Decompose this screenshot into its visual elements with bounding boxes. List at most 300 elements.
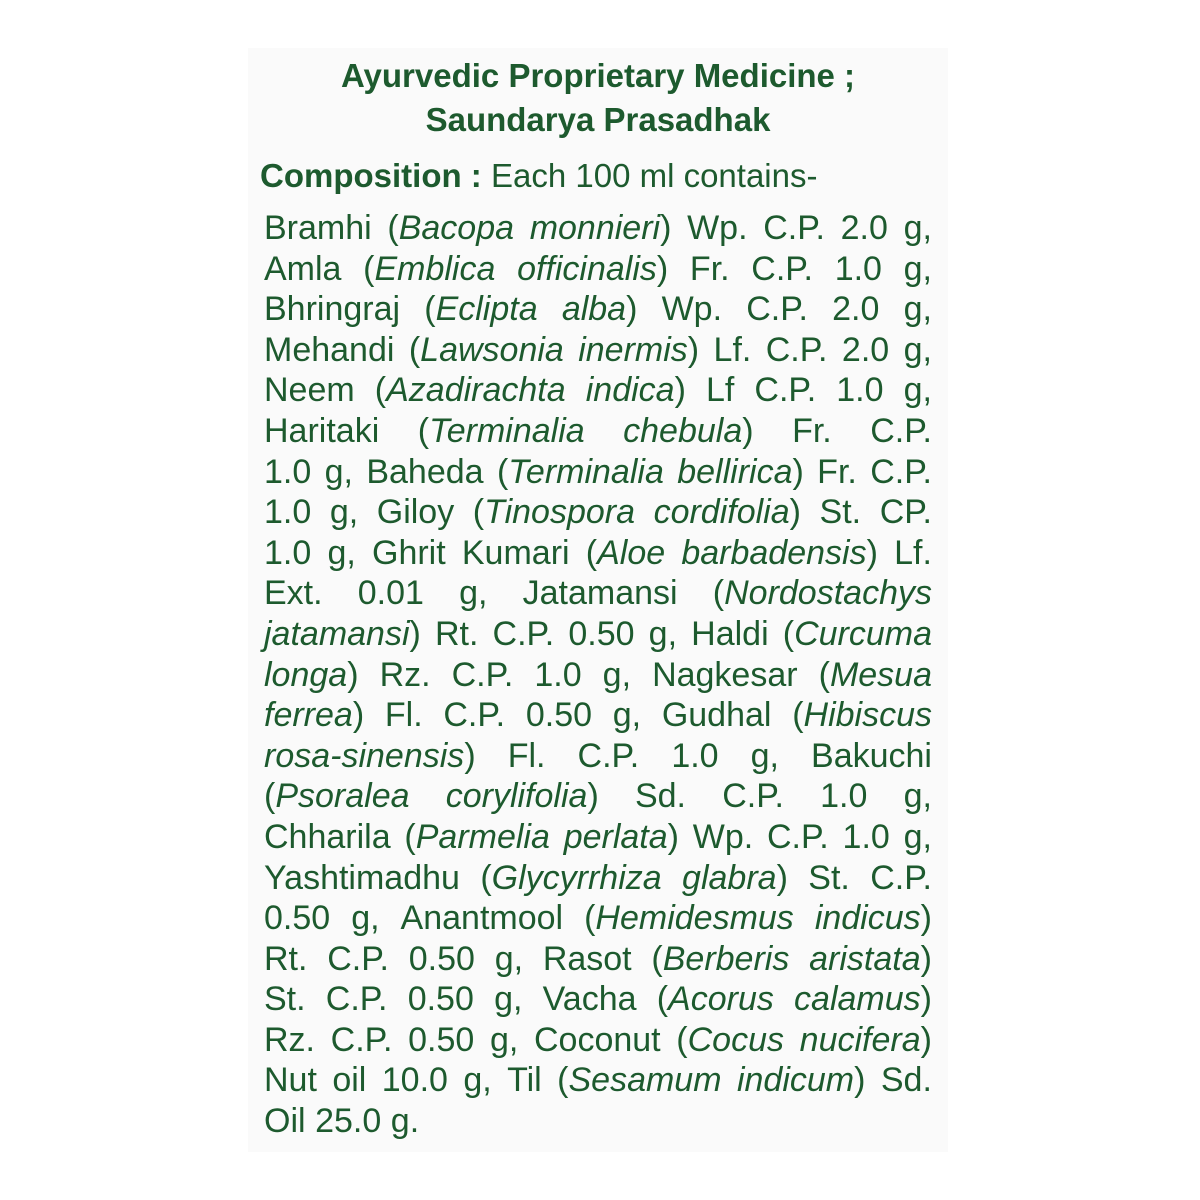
text-fragment: Mehandi xyxy=(264,330,395,369)
word xyxy=(894,533,932,574)
botanical-name: indicus xyxy=(814,899,921,938)
text-fragment: 1.0 xyxy=(820,777,868,816)
word xyxy=(820,492,862,533)
text-fragment: Baheda xyxy=(366,452,484,491)
text-fragment: g, xyxy=(602,655,632,694)
text-fragment: C.P. xyxy=(325,980,388,1019)
word xyxy=(835,249,882,290)
ingredient-line xyxy=(264,655,932,696)
word xyxy=(494,979,522,1020)
text-fragment: C.P. xyxy=(870,452,932,491)
word xyxy=(870,452,932,493)
word xyxy=(870,411,932,452)
word xyxy=(452,655,514,696)
botanical-name: aristata xyxy=(809,939,921,978)
text-fragment: 1.0 xyxy=(836,371,884,410)
ingredient-line xyxy=(264,289,932,330)
word xyxy=(264,492,311,533)
text-fragment: St. xyxy=(264,980,306,1019)
word xyxy=(418,411,585,452)
word xyxy=(517,249,668,290)
word xyxy=(264,655,359,696)
word xyxy=(264,817,391,858)
word xyxy=(800,1020,932,1061)
word xyxy=(586,533,665,574)
text-fragment: g, xyxy=(489,1020,519,1059)
word xyxy=(332,1060,366,1101)
botanical-name: cordifolia xyxy=(653,493,790,532)
text-fragment: St. xyxy=(819,493,862,532)
text-fragment: ( xyxy=(408,330,421,369)
text-fragment: ( xyxy=(584,899,596,938)
text-fragment: Fl. xyxy=(384,696,423,735)
word xyxy=(327,533,355,574)
text-fragment: 1.0 xyxy=(834,249,882,288)
text-fragment: g, xyxy=(463,1061,492,1100)
word xyxy=(315,1101,381,1142)
text-fragment: ( xyxy=(676,1020,688,1059)
text-fragment: Yashtimadhu xyxy=(264,858,460,897)
word xyxy=(754,370,816,411)
text-fragment: Wp. xyxy=(661,290,723,329)
word xyxy=(409,939,475,980)
word xyxy=(325,452,353,493)
ingredients-text xyxy=(264,208,932,1142)
text-fragment: ) xyxy=(409,614,421,653)
text-fragment: g, xyxy=(903,290,932,329)
botanical-name: Acorus xyxy=(668,980,774,1019)
ingredient-line xyxy=(264,1060,932,1101)
botanical-name: nucifera xyxy=(799,1020,921,1059)
word xyxy=(387,208,514,249)
text-fragment: ) xyxy=(656,249,669,288)
text-fragment: g, xyxy=(903,249,932,288)
ingredient-line xyxy=(264,249,932,290)
text-fragment: ( xyxy=(363,249,375,288)
text-fragment: ) xyxy=(667,817,679,856)
word xyxy=(391,1101,419,1142)
text-fragment: Rz. xyxy=(379,655,431,694)
text-fragment: 0.50 xyxy=(525,696,593,735)
botanical-name: corylifolia xyxy=(445,777,588,816)
botanical-name: Hibiscus xyxy=(803,696,932,735)
word xyxy=(836,370,883,411)
text-fragment: Fr. xyxy=(689,249,730,288)
ingredient-line xyxy=(264,979,932,1020)
text-fragment: ( xyxy=(792,696,804,735)
word xyxy=(842,330,889,371)
text-fragment: ) xyxy=(789,493,801,532)
word xyxy=(327,939,389,980)
text-fragment: g, xyxy=(494,980,523,1019)
word xyxy=(904,289,932,330)
text-fragment: ) xyxy=(587,777,599,816)
text-fragment: C.P. xyxy=(722,777,784,816)
word xyxy=(409,330,564,371)
ingredient-line xyxy=(264,614,932,655)
ingredient-line xyxy=(264,452,932,493)
text-fragment: C.P. xyxy=(767,817,829,856)
botanical-name: rosa-sinensis xyxy=(264,736,465,775)
botanical-name: glabra xyxy=(682,858,777,897)
word xyxy=(264,370,355,411)
ingredient-line xyxy=(264,776,932,817)
text-fragment: g, xyxy=(327,533,356,572)
text-fragment: C.P. xyxy=(492,614,555,653)
word xyxy=(751,736,779,777)
botanical-name: barbadensis xyxy=(681,533,867,572)
text-fragment: Bakuchi xyxy=(811,736,932,775)
text-fragment: 1.0 xyxy=(264,452,312,491)
word xyxy=(382,1060,448,1101)
word xyxy=(832,289,879,330)
composition-label: Composition : xyxy=(260,157,482,194)
word xyxy=(817,452,857,493)
text-fragment: ( xyxy=(480,858,492,897)
word xyxy=(586,370,686,411)
botanical-name: Parmelia xyxy=(415,817,550,856)
botanical-name: chebula xyxy=(623,411,743,450)
text-fragment: ) xyxy=(626,290,638,329)
word xyxy=(264,898,330,939)
word xyxy=(424,289,537,330)
word xyxy=(691,614,768,655)
text-fragment: CP. xyxy=(879,493,932,532)
text-fragment: C.P. xyxy=(443,696,506,735)
word xyxy=(495,939,523,980)
word xyxy=(375,370,566,411)
text-fragment: ( xyxy=(712,574,725,613)
word xyxy=(783,614,932,655)
word xyxy=(463,1060,491,1101)
word xyxy=(507,1060,542,1101)
word xyxy=(794,979,932,1020)
word xyxy=(682,858,788,899)
word xyxy=(443,695,505,736)
composition-intro: Each 100 ml contains- xyxy=(481,157,818,194)
text-fragment: 1.0 xyxy=(671,736,719,775)
word xyxy=(792,411,832,452)
word xyxy=(654,492,801,533)
word xyxy=(380,655,431,696)
text-fragment: Gudhal xyxy=(661,696,772,735)
text-fragment: ) xyxy=(866,533,878,572)
text-fragment: ) xyxy=(687,330,700,369)
word xyxy=(557,1060,721,1101)
ingredient-line xyxy=(264,492,932,533)
text-fragment: ) xyxy=(920,939,932,978)
word xyxy=(264,573,323,614)
text-fragment: C.P. xyxy=(327,939,389,978)
text-fragment: Fl. xyxy=(507,736,546,775)
text-fragment: Fr. xyxy=(817,452,857,491)
word xyxy=(820,776,867,817)
word xyxy=(264,533,311,574)
word xyxy=(358,573,424,614)
text-fragment: 0.01 xyxy=(357,574,424,613)
text-fragment: 1.0 xyxy=(264,493,312,532)
text-fragment: ( xyxy=(404,817,416,856)
word xyxy=(408,1020,474,1061)
botanical-name: Psoralea xyxy=(275,777,410,816)
word xyxy=(792,695,932,736)
ingredient-line xyxy=(264,1101,932,1142)
text-fragment: Wp. xyxy=(692,817,754,856)
text-fragment: Oil xyxy=(264,1102,306,1141)
text-fragment: Bramhi xyxy=(264,209,372,247)
text-fragment: Vacha xyxy=(542,980,637,1019)
word xyxy=(904,817,932,858)
word xyxy=(870,858,932,899)
text-fragment: C.P. xyxy=(870,411,932,450)
text-fragment: Anantmool xyxy=(400,899,564,938)
text-fragment: C.P. xyxy=(746,290,808,329)
text-fragment: Amla xyxy=(264,249,342,288)
botanical-name: officinalis xyxy=(517,249,657,288)
word xyxy=(881,1060,932,1101)
word xyxy=(264,249,341,290)
word xyxy=(264,979,306,1020)
word xyxy=(751,249,813,290)
word xyxy=(264,411,379,452)
text-fragment: Haldi xyxy=(691,614,769,653)
botanical-name: ferrea xyxy=(264,696,353,735)
word xyxy=(493,614,555,655)
word xyxy=(635,776,686,817)
text-fragment: ) xyxy=(920,1020,932,1059)
word xyxy=(366,452,483,493)
text-fragment: oil xyxy=(332,1061,367,1100)
word xyxy=(613,695,641,736)
text-fragment: C.P. xyxy=(870,858,932,897)
text-fragment: Kumari xyxy=(461,533,570,572)
word xyxy=(652,655,798,696)
word xyxy=(766,330,828,371)
text-fragment: g. xyxy=(390,1102,420,1141)
text-fragment: ( xyxy=(387,209,399,247)
word xyxy=(578,736,640,777)
word xyxy=(662,695,772,736)
word xyxy=(676,1020,784,1061)
text-fragment: ) xyxy=(347,655,359,694)
text-fragment: g, xyxy=(494,939,524,978)
text-fragment: g, xyxy=(903,371,932,410)
text-fragment: Lf. xyxy=(713,330,752,369)
word xyxy=(603,655,631,696)
word xyxy=(480,858,661,899)
text-fragment: Lf xyxy=(705,371,735,410)
ingredient-line xyxy=(264,939,932,980)
word xyxy=(377,492,454,533)
text-fragment: g, xyxy=(648,614,678,653)
word xyxy=(671,736,718,777)
text-fragment: 0.50 xyxy=(408,939,475,978)
text-fragment: g, xyxy=(750,736,779,775)
word xyxy=(904,330,932,371)
text-fragment: g, xyxy=(903,777,932,816)
text-fragment: 1.0 xyxy=(534,655,582,694)
text-fragment: g, xyxy=(612,696,642,735)
ingredient-line xyxy=(264,533,932,574)
text-fragment: Haritaki xyxy=(264,411,380,450)
ingredient-line xyxy=(264,817,932,858)
text-fragment: ) xyxy=(464,736,476,775)
word xyxy=(657,979,774,1020)
text-fragment: Nut xyxy=(264,1061,317,1100)
text-fragment: 10.0 xyxy=(381,1061,448,1100)
text-fragment: C.P. xyxy=(754,371,817,410)
botanical-name: Berberis xyxy=(662,939,790,978)
word xyxy=(331,1020,393,1061)
word xyxy=(623,411,753,452)
ingredient-line xyxy=(264,208,932,249)
text-fragment: Nagkesar xyxy=(652,655,798,694)
text-fragment: Giloy xyxy=(376,493,455,532)
word xyxy=(490,1020,518,1061)
text-fragment: C.P. xyxy=(765,330,828,369)
word xyxy=(264,452,311,493)
botanical-name: indica xyxy=(585,371,675,410)
word xyxy=(543,939,632,980)
text-fragment: g, xyxy=(903,330,932,369)
botanical-name: Terminalia xyxy=(429,411,585,450)
word xyxy=(264,858,460,899)
ingredient-line xyxy=(264,858,932,899)
ingredient-line xyxy=(264,736,932,777)
word xyxy=(473,492,635,533)
text-fragment: 25.0 xyxy=(315,1102,382,1141)
word xyxy=(435,614,478,655)
text-fragment: ) xyxy=(352,696,365,735)
word xyxy=(843,817,890,858)
text-fragment: g, xyxy=(329,493,359,532)
botanical-name: Tinospora xyxy=(484,493,636,532)
text-fragment: ) xyxy=(674,371,686,410)
ingredient-line xyxy=(264,1020,932,1061)
text-fragment: g, xyxy=(903,209,932,247)
text-fragment: 2.0 xyxy=(832,290,880,329)
word xyxy=(706,370,734,411)
text-fragment: ( xyxy=(818,655,830,694)
text-fragment: C.P. xyxy=(577,736,640,775)
botanical-name: Azadirachta xyxy=(386,371,566,410)
text-fragment: Chharila xyxy=(264,817,391,856)
botanical-name: Hemidesmus xyxy=(595,899,794,938)
text-fragment: Ext. xyxy=(264,574,323,613)
word xyxy=(714,330,752,371)
text-fragment: ( xyxy=(651,939,663,978)
botanical-name: Bacopa xyxy=(398,209,515,247)
text-fragment: ( xyxy=(782,614,795,653)
botanical-name: longa xyxy=(264,655,348,694)
word xyxy=(326,979,388,1020)
word xyxy=(841,208,888,249)
word xyxy=(578,330,699,371)
botanical-name: jatamansi xyxy=(264,614,410,653)
text-fragment: Bhringraj xyxy=(264,290,401,329)
ingredient-line xyxy=(264,411,932,452)
word xyxy=(904,208,932,249)
text-fragment: 0.50 xyxy=(408,1020,475,1059)
word xyxy=(819,655,932,696)
word xyxy=(526,695,592,736)
word xyxy=(649,614,677,655)
word xyxy=(687,208,747,249)
botanical-name: Cocus xyxy=(687,1020,784,1059)
text-fragment: Rt. xyxy=(434,614,479,653)
word xyxy=(363,249,495,290)
text-fragment: ) xyxy=(854,1061,866,1100)
text-fragment: C.P. xyxy=(451,655,514,694)
ingredient-line xyxy=(264,898,932,939)
botanical-name: Lawsonia xyxy=(420,330,564,369)
text-fragment: 1.0 xyxy=(842,817,890,856)
word xyxy=(408,979,474,1020)
word xyxy=(809,939,932,980)
word xyxy=(543,979,637,1020)
word xyxy=(811,736,932,777)
botanical-name: perlata xyxy=(563,817,668,856)
word xyxy=(264,614,421,655)
text-fragment: Rasot xyxy=(542,939,632,978)
text-fragment: 0.50 xyxy=(407,980,474,1019)
word xyxy=(564,817,679,858)
botanical-name: indicum xyxy=(736,1061,855,1100)
text-fragment: ) xyxy=(920,980,932,1019)
botanical-name: Mesua xyxy=(829,655,932,694)
text-fragment: Neem xyxy=(264,371,355,410)
text-fragment: Jatamansi xyxy=(522,574,678,613)
text-fragment: ( xyxy=(374,371,387,410)
botanical-name: Nordostachys xyxy=(724,574,932,613)
word xyxy=(264,1020,315,1061)
text-fragment: 0.50 xyxy=(568,614,635,653)
word xyxy=(662,289,722,330)
text-fragment: ) xyxy=(742,411,754,450)
word xyxy=(264,1101,306,1142)
word xyxy=(264,736,476,777)
text-fragment: Til xyxy=(507,1061,542,1100)
text-fragment: Rz. xyxy=(264,1020,315,1059)
botanical-name: alba xyxy=(561,290,627,329)
word xyxy=(459,573,487,614)
word xyxy=(530,208,672,249)
word xyxy=(677,452,804,493)
text-fragment: ( xyxy=(557,1061,569,1100)
word xyxy=(534,655,581,696)
text-fragment: ( xyxy=(424,290,436,329)
word xyxy=(808,858,850,899)
word xyxy=(904,370,932,411)
title-line-2: Saundarya Prasadhak xyxy=(425,101,771,138)
text-fragment: g, xyxy=(324,452,353,491)
word xyxy=(763,208,825,249)
word xyxy=(767,817,829,858)
botanical-name: Curcuma xyxy=(794,614,932,653)
botanical-name: Eclipta xyxy=(435,290,538,329)
word xyxy=(264,695,364,736)
word xyxy=(746,289,808,330)
botanical-name: calamus xyxy=(794,980,921,1019)
text-fragment: Coconut xyxy=(533,1020,661,1059)
text-fragment: g, xyxy=(351,899,380,938)
text-fragment: Ghrit xyxy=(372,533,446,572)
word xyxy=(722,776,784,817)
word xyxy=(404,817,550,858)
word xyxy=(562,289,638,330)
botanical-name: Sesamum xyxy=(568,1061,722,1100)
word xyxy=(264,776,410,817)
